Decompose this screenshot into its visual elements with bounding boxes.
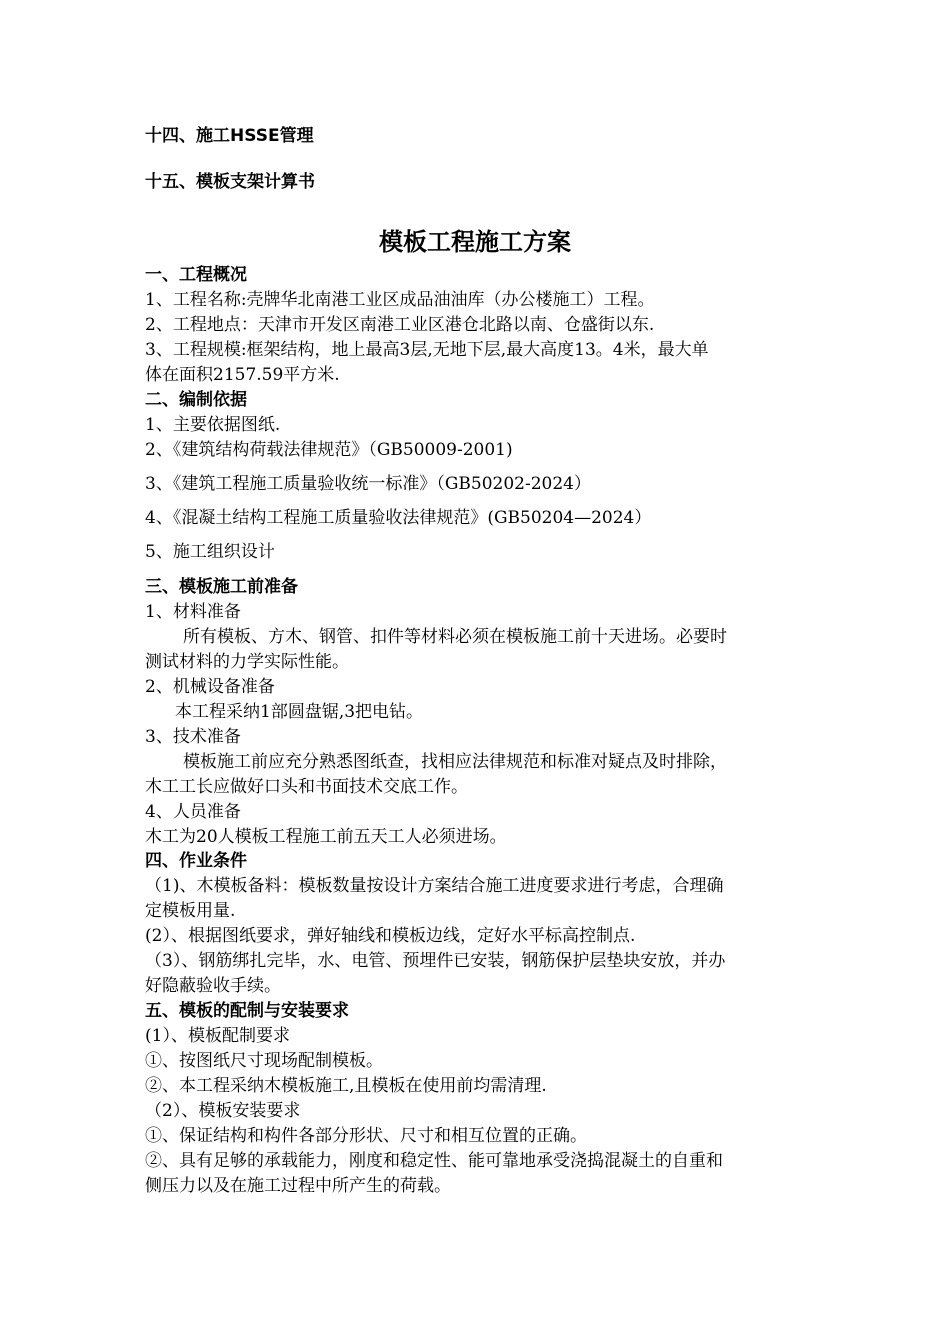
paragraph-line: (1）、模板配制要求: [145, 1026, 290, 1046]
paragraph-line: （2）、模板安装要求: [145, 1101, 301, 1121]
paragraph-line: 3、技术准备: [145, 727, 241, 747]
paragraph-line: 2、工程地点：天津市开发区南港工业区港仓北路以南、仓盛街以东.: [145, 315, 655, 335]
paragraph-line: ①、按图纸尺寸现场配制模板。: [145, 1051, 383, 1071]
paragraph-line: 3、工程规模:框架结构，地上最高3层,无地下层,最大高度13。4米，最大单: [145, 340, 709, 360]
section-heading: 五、模板的配制与安装要求: [145, 1001, 349, 1021]
paragraph-line: 1、工程名称:壳牌华北南港工业区成品油油库（办公楼施工）工程。: [145, 290, 655, 310]
paragraph-line: ②、具有足够的承载能力，刚度和稳定性、能可靠地承受浇捣混凝土的自重和: [145, 1151, 723, 1171]
toc-item-14: 十四、施工HSSE管理: [145, 126, 314, 146]
paragraph-line: 4、人员准备: [145, 802, 241, 822]
paragraph-line: 2、机械设备准备: [145, 677, 275, 697]
paragraph-line: 所有模板、方木、钢管、扣件等材料必须在模板施工前十天进场。必要时: [183, 627, 727, 647]
paragraph-line: 2、《建筑结构荷载法律规范》（GB50009-2001): [145, 440, 513, 460]
section-heading: 一、工程概况: [145, 265, 247, 285]
paragraph-line: 本工程采纳1部圆盘锯,3把电钻。: [175, 702, 424, 722]
paragraph-line: (2）、根据图纸要求，弹好轴线和模板边线，定好水平标高控制点.: [145, 926, 636, 946]
paragraph-line: 好隐蔽验收手续。: [145, 976, 281, 996]
toc-item-15: 十五、模板支架计算书: [145, 172, 315, 192]
paragraph-line: 模板施工前应充分熟悉图纸查，找相应法律规范和标准对疑点及时排除，: [183, 752, 727, 772]
paragraph-line: 5、施工组织设计: [145, 542, 275, 562]
paragraph-line: 定模板用量.: [145, 901, 236, 921]
section-heading: 三、模板施工前准备: [145, 577, 298, 597]
paragraph-line: 3、《建筑工程施工质量验收统一标准》（GB50202-2024）: [145, 474, 591, 494]
paragraph-line: ②、本工程采纳木模板施工,且模板在使用前均需清理.: [145, 1076, 547, 1096]
paragraph-line: 体在面积2157.59平方米.: [145, 365, 340, 385]
paragraph-line: （1)、木模板备料：模板数量按设计方案结合施工进度要求进行考虑，合理确: [145, 876, 724, 896]
section-heading: 二、编制依据: [145, 390, 247, 410]
paragraph-line: （3）、钢筋绑扎完毕，水、电管、预埋件已安装，钢筋保护层垫块安放，并办: [145, 951, 726, 971]
paragraph-line: 4、《混凝土结构工程施工质量验收法律规范》(GB50204—2024）: [145, 508, 652, 528]
paragraph-line: 侧压力以及在施工过程中所产生的荷载。: [145, 1176, 451, 1196]
paragraph-line: ①、保证结构和构件各部分形状、尺寸和相互位置的正确。: [145, 1126, 587, 1146]
paragraph-line: 测试材料的力学实际性能。: [145, 652, 349, 672]
paragraph-line: 木工工长应做好口头和书面技术交底工作。: [145, 777, 468, 797]
page-title: 模板工程施工方案: [379, 228, 571, 256]
section-heading: 四、作业条件: [145, 851, 247, 871]
paragraph-line: 1、主要依据图纸.: [145, 415, 281, 435]
paragraph-line: 木工为20人模板工程施工前五天工人必须进场。: [145, 827, 507, 847]
paragraph-line: 1、材料准备: [145, 602, 241, 622]
